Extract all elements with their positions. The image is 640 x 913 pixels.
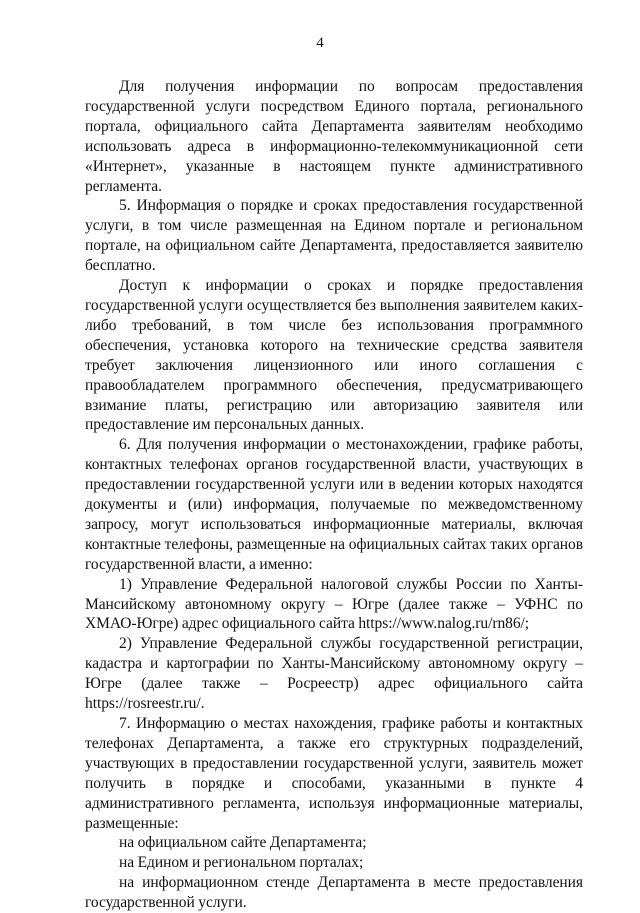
- list-item-ufns: 1) Управление Федеральной налоговой службы России по Ханты-Мансийскому автономному округу – Югре (далее также – УФНС по ХМАО-Югре) адрес официального сайта https://www.nalog.ru/rn86/;: [85, 575, 583, 633]
- paragraph-item-6: 6. Для получения информации о местонахождении, графике работы, контактных телефонах органов государственной власти, участвующих в предоставлении государственной услуги или в ведении которых находятся документы и (или) информация, получаемые по межведомственному запросу, могут использоваться информационные материалы, включая контактные телефоны, размещенные на официальных сайтах таких органов государственной власти, а именно:: [85, 436, 583, 573]
- document-body: [85, 77, 583, 913]
- paragraph-item-5: 5. Информация о порядке и сроках предоставления государственной услуги, в том числе размещенная на Едином портале и региональном портале, на официальном сайте Департамента, предоставляется заявителю бесплатно.: [85, 197, 583, 275]
- paragraph-access-info: Доступ к информации о сроках и порядке предоставления государственной услуги осуществляется без выполнения заявителем каких-либо требований, в том числе без использования программного обеспечения, установка которого на технические средства заявителя требует заключения лицензионного или иного соглашения с правообладателем программного обеспечения, предусматривающего взимание платы, регистрацию или авторизацию заявителя или предоставление им персональных данных.: [85, 277, 583, 434]
- page-number: 4: [316, 35, 324, 51]
- list-item-info-stand: на информационном стенде Департамента в месте предоставления государственной услуги.: [85, 874, 583, 912]
- list-item-official-site: на официальном сайте Департамента;: [119, 834, 367, 852]
- paragraph-item-7: 7. Информацию о местах нахождения, графике работы и контактных телефонах Департамента, а также его структурных подразделений, участвующих в предоставлении государственной услуги, заявитель может получить в порядке и способами, указанными в пункте 4 административного регламента, используя информационные материалы, размещенные:: [85, 715, 583, 832]
- paragraph-portal-addresses: Для получения информации по вопросам предоставления государственной услуги посредством Единого портала, регионального портала, официального сайта Департамента заявителям необходимо использовать адреса в информационно-телекоммуникационной сети «Интернет», указанные в настоящем пункте административного регламента.: [85, 78, 583, 195]
- list-item-rosreestr: 2) Управление Федеральной службы государственной регистрации, кадастра и картографии по Ханты-Мансийскому автономному округу – Югре (далее также – Росреестр) адрес официального сайта https://rosreestr.ru/.: [85, 635, 583, 713]
- list-item-portals: на Едином и региональном порталах;: [119, 854, 364, 872]
